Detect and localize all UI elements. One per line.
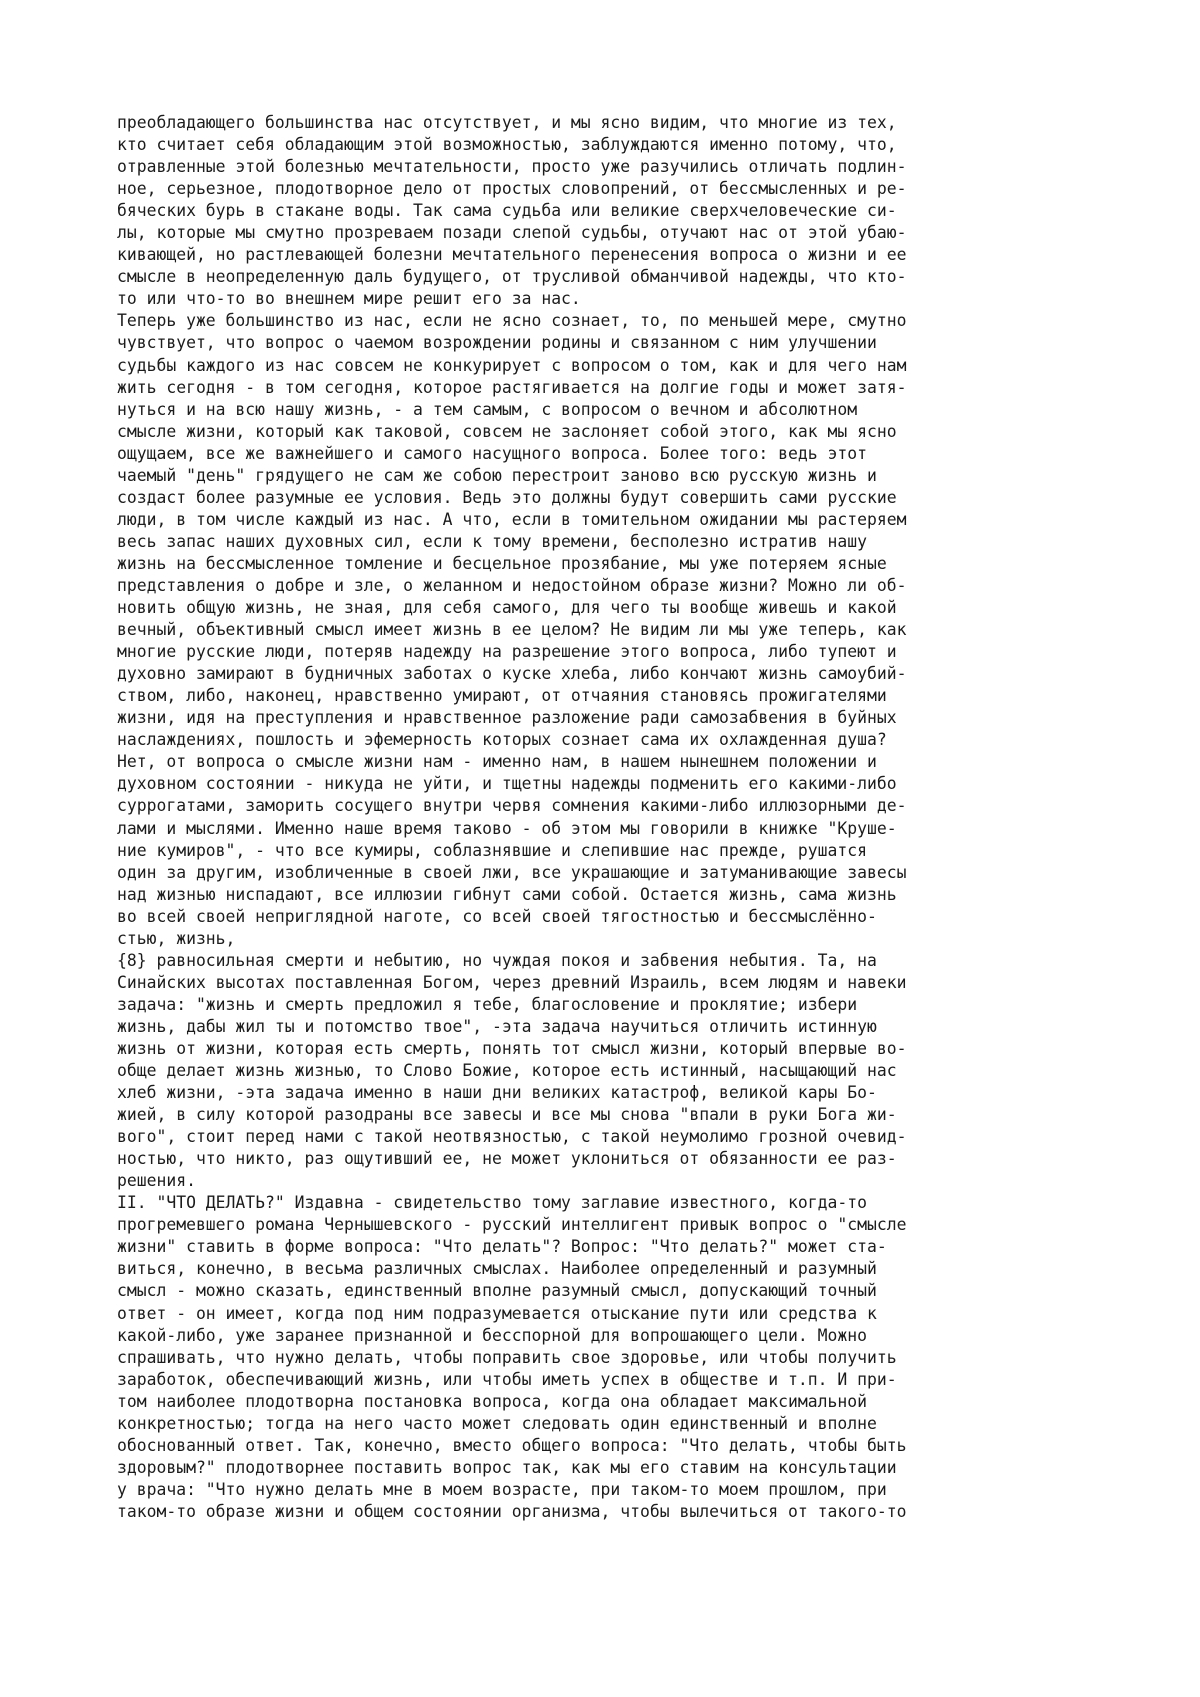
text-line: {8} равносильная смерти и небытию, но чуждая покоя и забвения небытия. Та, на — [117, 950, 877, 970]
text-line: бяческих бурь в стакане воды. Так сама судьба или великие сверхчеловеческие си- — [117, 201, 897, 221]
text-line: ние кумиров", - что все кумиры, соблазнявшие и слепившие нас прежде, рушатся — [117, 840, 867, 860]
text-line: жизнь от жизни, которая есть смерть, понять тот смысл жизни, который впервые во- — [117, 1038, 907, 1058]
text-line: обоснованный ответ. Так, конечно, вместо общего вопроса: "Что делать, чтобы быть — [117, 1435, 907, 1455]
text-line: II. "ЧТО ДЕЛАТЬ?" Издавна - свидетельство тому заглавие известного, когда-то — [117, 1193, 867, 1213]
text-line: здоровым?" плодотворнее поставить вопрос так, как мы его ставим на консультации — [117, 1457, 897, 1477]
text-line: новить общую жизнь, не зная, для себя самого, для чего ты вообще живешь и какой — [117, 598, 897, 618]
text-line: преобладающего большинства нас отсутствует, и мы ясно видим, что многие из тех, — [117, 113, 897, 132]
text-line: смысле жизни, который как таковой, совсем не заслоняет собой этого, как мы ясно — [117, 421, 897, 441]
text-line: отравленные этой болезнью мечтательности, просто уже разучились отличать подлин- — [117, 157, 907, 177]
text-line: хлеб жизни, -эта задача именно в наши дни великих катастроф, великой кары Бо- — [117, 1083, 877, 1103]
text-line: чувствует, что вопрос о чаемом возрождении родины и связанном с ним улучшении — [117, 333, 877, 353]
text-line: смысле в неопределенную даль будущего, от трусливой обманчивой надежды, что кто- — [117, 267, 907, 287]
text-line: люди, в том числе каждый из нас. А что, если в томительном ожидании мы растеряем — [117, 509, 907, 529]
text-line: прогремевшего романа Чернышевского - русский интеллигент привык вопрос о "смысле — [117, 1215, 907, 1235]
text-line: решения. — [117, 1171, 196, 1191]
text-line: вечный, объективный смысл имеет жизнь в ее целом? Не видим ли мы уже теперь, как — [117, 620, 907, 640]
text-line: во всей своей неприглядной наготе, со всей своей тягостностью и бессмыслённо- — [117, 906, 877, 926]
text-line: Теперь уже большинство из нас, если не ясно сознает, то, по меньшей мере, смутно — [117, 311, 907, 331]
text-line: кто считает себя обладающим этой возможностью, заблуждаются именно потому, что, — [117, 135, 897, 155]
document-body — [117, 112, 1107, 1523]
text-line: смысл - можно сказать, единственный вполне разумный смысл, допускающий точный — [117, 1281, 877, 1301]
text-line: какой-либо, уже заранее признанной и бесспорной для вопрошающего цели. Можно — [117, 1325, 867, 1345]
text-line: ностью, что никто, раз ощутивший ее, не может уклониться от обязанности ее раз- — [117, 1149, 897, 1169]
text-line: таком-то образе жизни и общем состоянии организма, чтобы вылечиться от такого-то — [117, 1501, 907, 1521]
text-line: лы, которые мы смутно прозреваем позади слепой судьбы, отучают нас от этой убаю- — [117, 223, 907, 243]
text-line: ощущаем, все же важнейшего и самого насущного вопроса. Более того: ведь этот — [117, 443, 867, 463]
text-line: лами и мыслями. Именно наше время таково - об этом мы говорили в книжке "Круше- — [117, 818, 897, 838]
text-line: суррогатами, заморить сосущего внутри червя сомнения какими-либо иллюзорными де- — [117, 796, 907, 816]
text-line: чаемый "день" грядущего не сам же собою перестроит заново всю русскую жизнь и — [117, 465, 877, 485]
text-line: многие русские люди, потеряв надежду на разрешение этого вопроса, либо тупеют и — [117, 642, 897, 662]
text-line: нуться и на всю нашу жизнь, - а тем самым, с вопросом о вечном и абсолютном — [117, 399, 858, 419]
text-line: задача: "жизнь и смерть предложил я тебе, благословение и проклятие; избери — [117, 994, 858, 1014]
text-line: создаст более разумные ее условия. Ведь это должны будут совершить сами русские — [117, 487, 897, 507]
text-line: жизнь на бессмысленное томление и бесцельное прозябание, мы уже потеряем ясные — [117, 553, 887, 573]
text-line: духовном состоянии - никуда не уйти, и тщетны надежды подменить его какими-либо — [117, 774, 897, 794]
text-line: один за другим, изобличенные в своей лжи, все украшающие и затуманивающие завесы — [117, 862, 907, 882]
text-line: конкретностью; тогда на него часто может следовать один единственный и вполне — [117, 1413, 877, 1433]
text-line: спрашивать, что нужно делать, чтобы поправить свое здоровье, или чтобы получить — [117, 1347, 897, 1367]
text-line: жией, в силу которой разодраны все завесы и все мы снова "впали в руки Бога жи- — [117, 1105, 897, 1125]
text-line: жить сегодня - в том сегодня, которое растягивается на долгие годы и может затя- — [117, 377, 907, 397]
text-line: духовно замирают в будничных заботах о куске хлеба, либо кончают жизнь самоубий- — [117, 664, 907, 684]
text-line: то или что-то во внешнем мире решит его за нас. — [117, 289, 581, 309]
text-line: обще делает жизнь жизнью, то Слово Божие, которое есть истинный, насыщающий нас — [117, 1061, 897, 1081]
text-line: вого", стоит перед нами с такой неотвязностью, с такой неумолимо грозной очевид- — [117, 1127, 907, 1147]
text-line: кивающей, но растлевающей болезни мечтательного перенесения вопроса о жизни и ее — [117, 245, 907, 265]
text-line: у врача: "Что нужно делать мне в моем возрасте, при таком-то моем прошлом, при — [117, 1479, 887, 1499]
text-line: ответ - он имеет, когда под ним подразумевается отыскание пути или средства к — [117, 1303, 877, 1323]
text-line: жизнь, дабы жил ты и потомство твое", -эта задача научиться отличить истинную — [117, 1016, 877, 1036]
text-line: Синайских высотах поставленная Богом, через древний Израиль, всем людям и навеки — [117, 972, 907, 992]
text-line: том наиболее плодотворна постановка вопроса, когда она обладает максимальной — [117, 1391, 867, 1411]
text-line: ное, серьезное, плодотворное дело от простых словопрений, от бессмысленных и ре- — [117, 179, 907, 199]
text-line: жизни" ставить в форме вопроса: "Что делать"? Вопрос: "Что делать?" может ста- — [117, 1237, 887, 1257]
text-line: стью, жизнь, — [117, 928, 236, 948]
text-line: заработок, обеспечивающий жизнь, или чтобы иметь успех в обществе и т.п. И при- — [117, 1369, 897, 1389]
text-line: представления о добре и зле, о желанном и недостойном образе жизни? Можно ли об- — [117, 575, 907, 595]
text-line: ством, либо, наконец, нравственно умирают, от отчаяния становясь прожигателями — [117, 686, 887, 706]
text-line: жизни, идя на преступления и нравственное разложение ради самозабвения в буйных — [117, 708, 897, 728]
text-line: виться, конечно, в весьма различных смыслах. Наиболее определенный и разумный — [117, 1259, 877, 1279]
text-line: над жизнью ниспадают, все иллюзии гибнут сами собой. Остается жизнь, сама жизнь — [117, 884, 897, 904]
text-line: наслаждениях, пошлость и эфемерность которых сознает сама их охлажденная душа? — [117, 730, 887, 750]
text-line: весь запас наших духовных сил, если к тому времени, бесполезно истратив нашу — [117, 531, 867, 551]
text-line: судьбы каждого из нас совсем не конкурирует с вопросом о том, как и для чего нам — [117, 355, 907, 375]
text-line: Нет, от вопроса о смысле жизни нам - именно нам, в нашем нынешнем положении и — [117, 752, 877, 772]
